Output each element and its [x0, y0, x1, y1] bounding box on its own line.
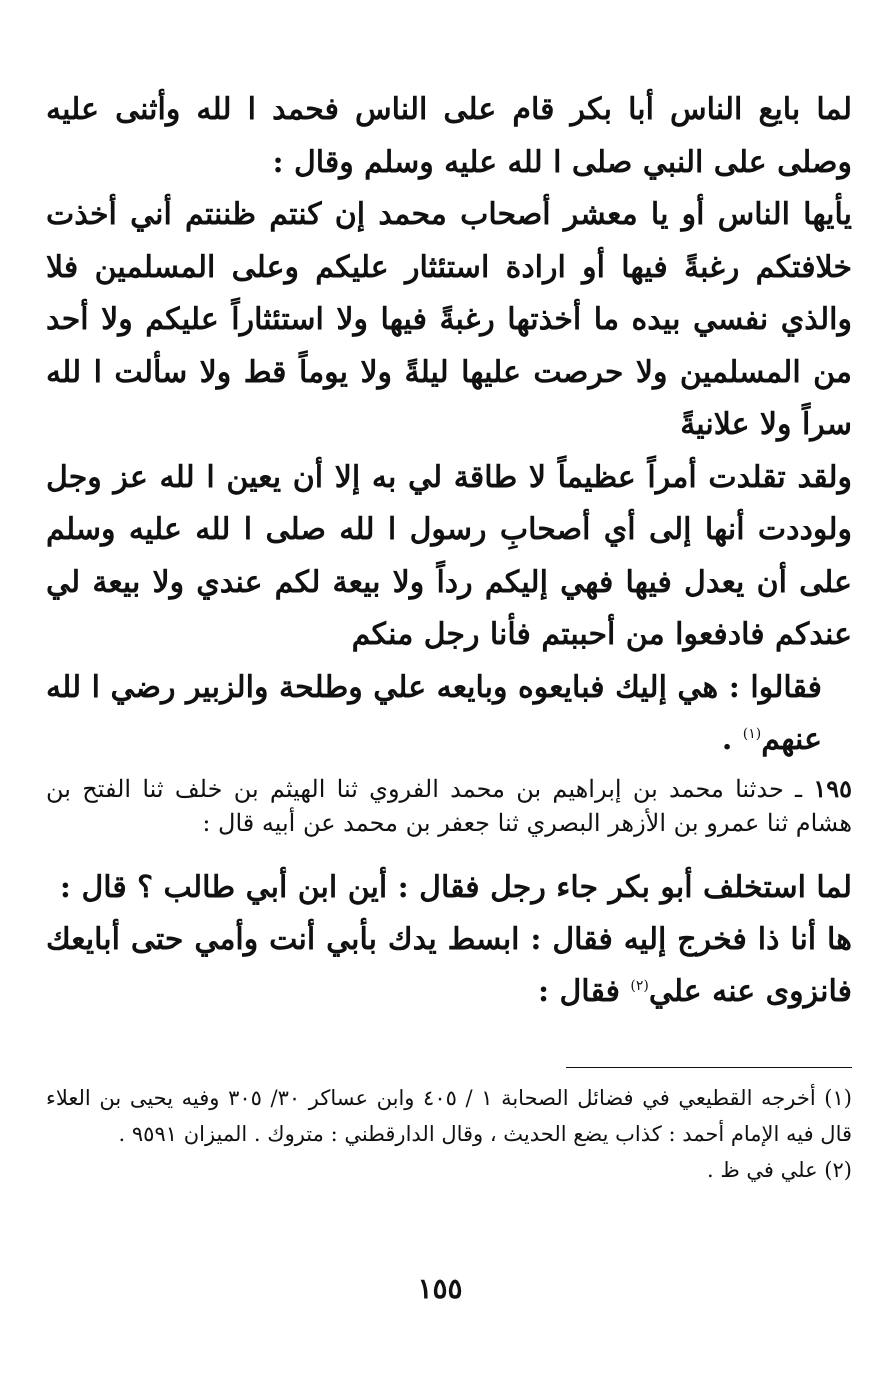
- hadith-text: ـ حدثنا محمد بن إبراهيم بن محمد الفروي ثنا الهيثم بن خلف ثنا الفتح بن هشام ثنا عمرو بن الأزهر البصري ثنا جعفر بن محمد عن أبيه قال :: [46, 775, 852, 837]
- main-text-block: [46, 84, 852, 767]
- page-number: ١٥٥: [417, 1272, 463, 1305]
- paragraph-responsibility: ولقد تقلدت أمراً عظيماً لا طاقة لي به إلا أن يعين ا لله عز وجل ولوددت أنها إلى أي أصحابِ رسول ا لله صلى ا لله عليه وسلم على أن يعدل فيها فهي إليكم رداً ولا بيعة لكم عندي ولا بيعة لي عندكم فادفعوا من أحببتم فأنا رجل منكم: [46, 459, 852, 652]
- response-end: .: [721, 722, 743, 757]
- second-text-block: [46, 862, 852, 1018]
- hadith-number: ١٩٥: [813, 774, 852, 803]
- footnote-divider: [566, 1067, 852, 1068]
- reply-end: فقال :: [537, 974, 631, 1009]
- footnotes: [46, 1080, 852, 1188]
- paragraph-speech: يأيها الناس أو يا معشر أصحاب محمد إن كنتم ظننتم أني أخذت خلافتكم رغبةً فيها أو ارادة استئثار عليكم وعلى المسلمين فلا والذي نفسي بيده ما أخذتها رغبةً فيها ولا استئثاراً عليكم ولا أحد من المسلمين ولا حرصت عليها ليلةً ولا يوماً قط ولا سألت ا لله سراً ولا علانيةً: [46, 197, 852, 442]
- footnote-2: (٢) علي في ظ .: [706, 1158, 852, 1182]
- paragraph-bay-ah: لما بايع الناس أبا بكر قام على الناس فحمد ا لله وأثنى عليه وصلى على النبي صلى ا لله عليه وسلم وقال :: [46, 92, 852, 180]
- footnote-ref-2: (٢): [630, 978, 649, 994]
- paragraph-istikhlaf: لما استخلف أبو بكر جاء رجل فقال : أين ابن أبي طالب ؟ قال :: [59, 870, 852, 905]
- response-text: فقالوا : هي إليك فبايعوه وبايعه علي وطلحة والزبير رضي ا لله عنهم: [46, 669, 822, 757]
- footnote-ref-1: (١): [742, 726, 762, 742]
- hadith-chain: [46, 772, 852, 840]
- reply-text: ها أنا ذا فخرج إليه فقال : ابسط يدك بأبي أنت وأمي حتى أبايعك فانزوى عنه علي: [46, 922, 852, 1009]
- footnote-1: (١) أخرجه القطيعي في فضائل الصحابة ١ / ٤٠٥ وابن عساكر ٣٠/ ٣٠٥ وفيه يحيى بن العلاء قال فيه الإمام أحمد : كذاب يضع الحديث ، وقال الدارقطني : متروك . الميزان ٩٥٩١ .: [46, 1086, 852, 1146]
- hadith-isnad: [46, 772, 852, 840]
- paragraph-response: [46, 662, 852, 767]
- paragraph-reply: [46, 914, 852, 1018]
